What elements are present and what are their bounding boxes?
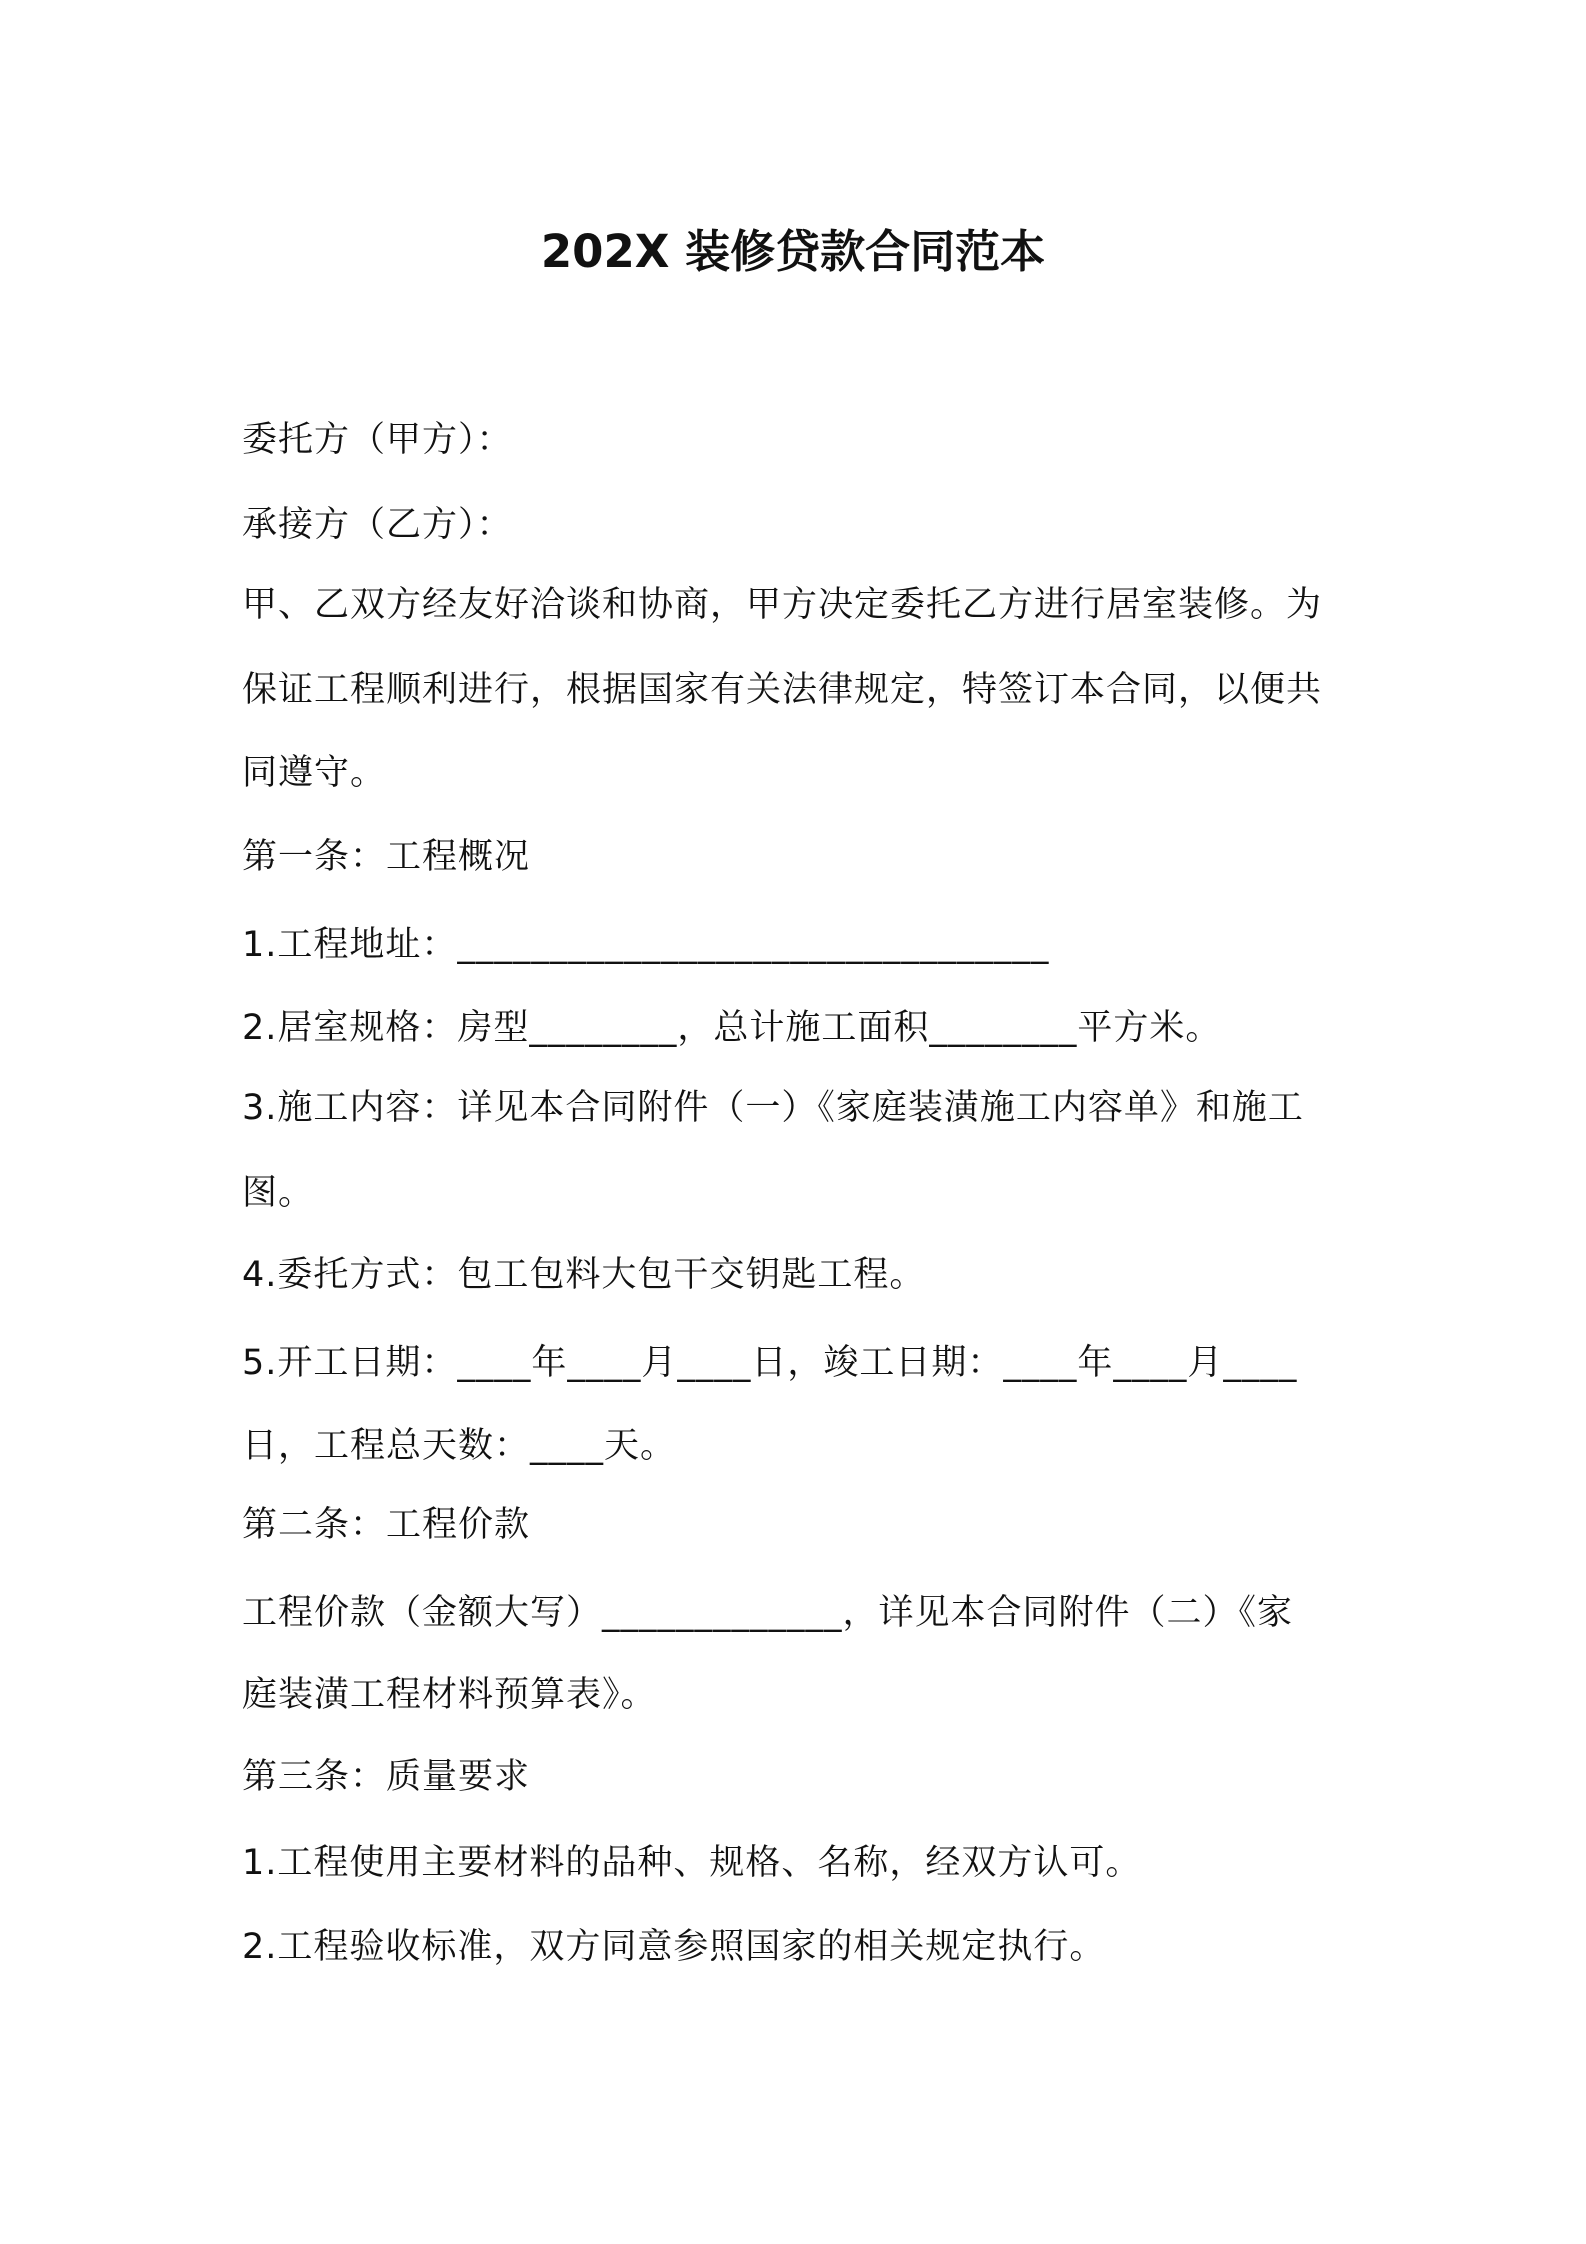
preamble-line-2: 保证工程顺利进行，根据国家有关法律规定，特签订本合同，以便共 — [242, 670, 1323, 710]
schedule-line-2: 日，工程总天数：____天。 — [242, 1426, 677, 1466]
article-2-heading: 第二条：工程价款 — [242, 1505, 531, 1545]
commission-method-line: 4.委托方式：包工包料大包干交钥匙工程。 — [242, 1255, 926, 1295]
document-title: 202X 装修贷款合同范本 — [540, 225, 1046, 278]
room-spec-line: 2.居室规格：房型________，总计施工面积________平方米。 — [242, 1008, 1222, 1048]
work-content-line-2: 图。 — [242, 1173, 315, 1213]
price-line-2: 庭装潢工程材料预算表》。 — [242, 1675, 657, 1715]
project-address-line: 1.工程地址：________________________________ — [242, 925, 1050, 965]
work-content-line-1: 3.施工内容：详见本合同附件（一）《家庭装潢施工内容单》和施工 — [242, 1088, 1304, 1128]
preamble-line-1: 甲、乙双方经友好洽谈和协商，甲方决定委托乙方进行居室装修。为 — [242, 585, 1323, 625]
schedule-line-1: 5.开工日期：____年____月____日，竣工日期：____年____月____ — [242, 1343, 1298, 1383]
party-b-line: 承接方（乙方）： — [242, 505, 513, 545]
quality-item-2: 2.工程验收标准，双方同意参照国家的相关规定执行。 — [242, 1927, 1106, 1967]
article-1-heading: 第一条：工程概况 — [242, 837, 531, 877]
preamble-line-3: 同遵守。 — [242, 753, 387, 793]
article-3-heading: 第三条：质量要求 — [242, 1757, 531, 1797]
quality-item-1: 1.工程使用主要材料的品种、规格、名称，经双方认可。 — [242, 1843, 1142, 1883]
party-a-line: 委托方（甲方）： — [242, 420, 513, 460]
price-line-1: 工程价款（金额大写）_____________，详见本合同附件（二）《家 — [242, 1593, 1294, 1633]
